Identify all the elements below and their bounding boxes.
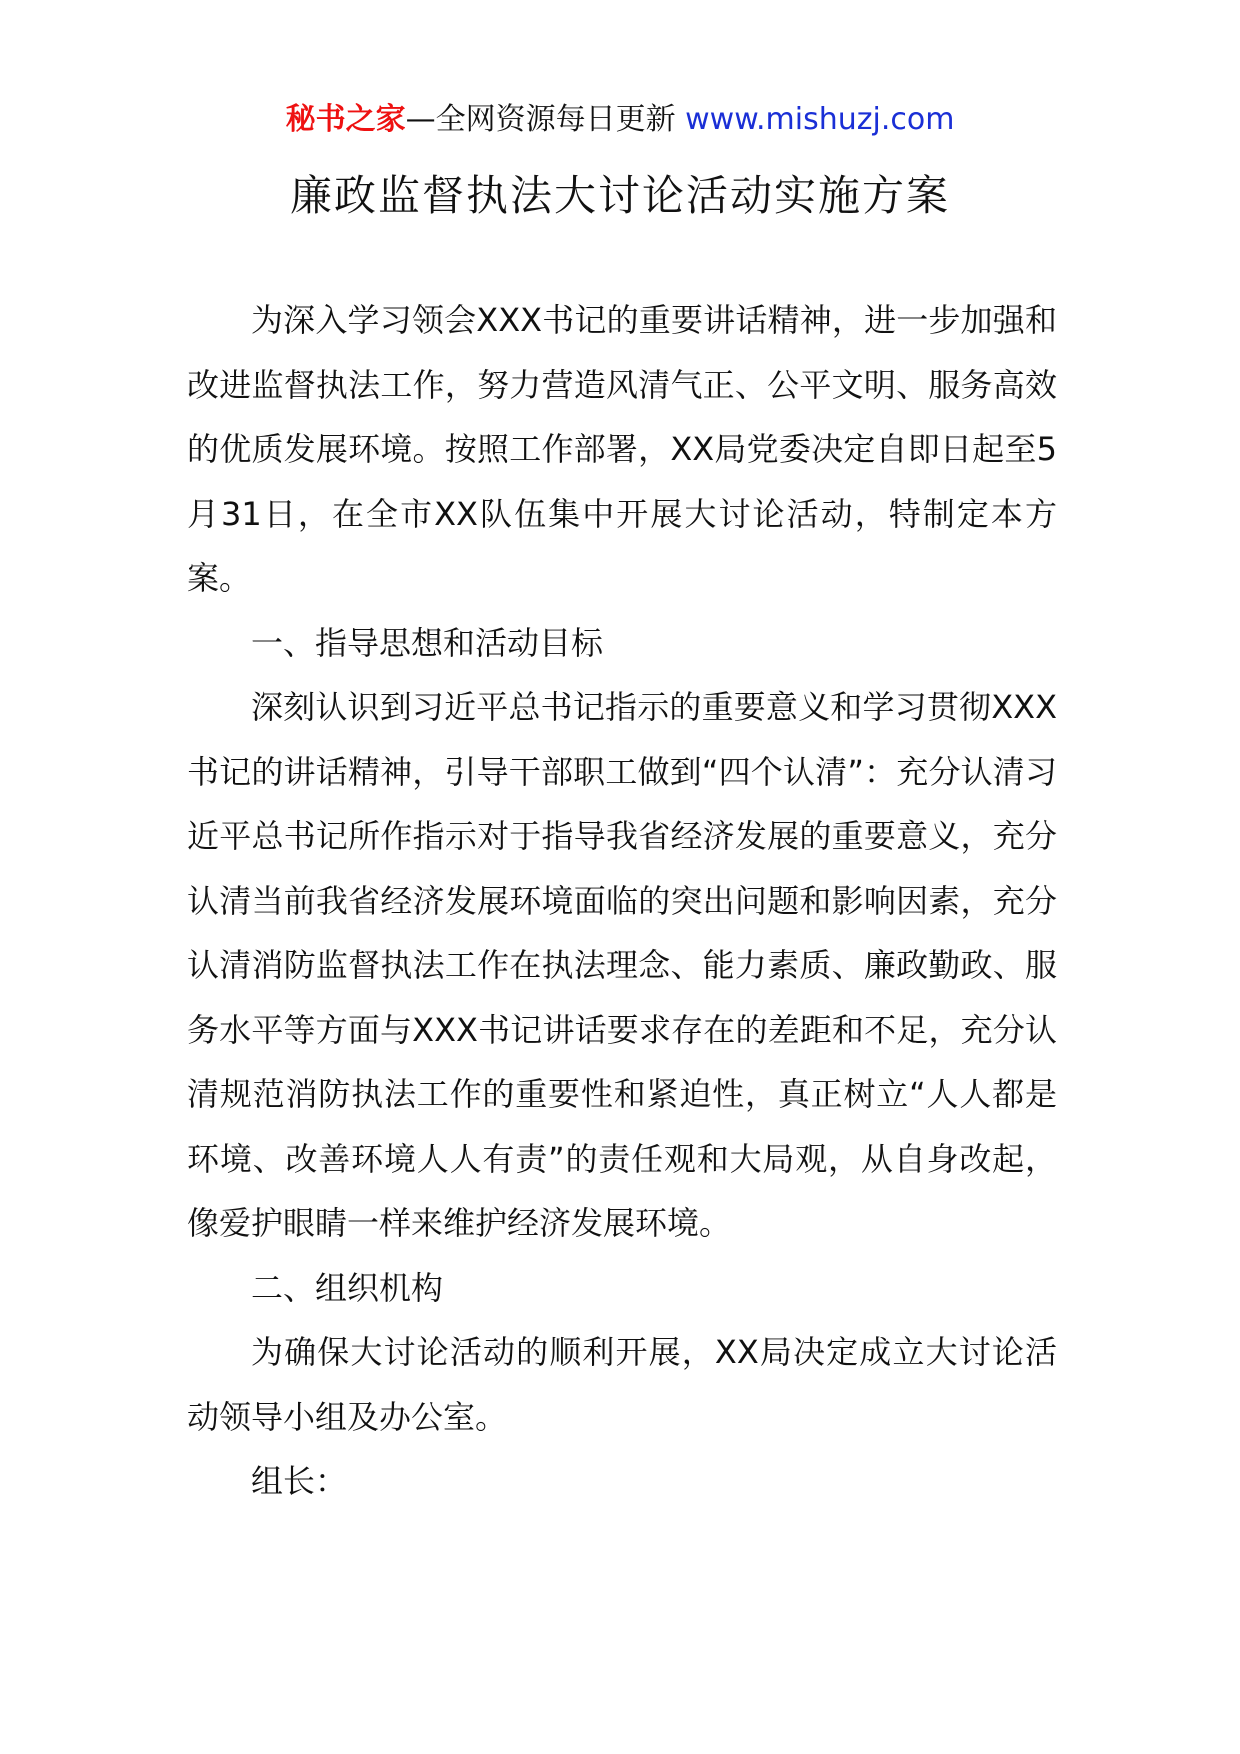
brand-name: 秘书之家 [285, 102, 406, 137]
section-heading-1: 一、指导思想和活动目标 [251, 623, 604, 662]
brand-tagline: —全网资源每日更新 [405, 102, 676, 137]
section-1-paragraph: 深刻认识到习近平总书记指示的重要意义和学习贯彻XXX书记的讲话精神，引导干部职工做到“四个认清”：充分认清习近平总书记所作指示对于指导我省经济发展的重要意义，充分认清当前我省经济发展环境面临的突出问题和影响因素，充分认清消防监督执法工作在执法理念、能力素质、廉政勤政、服务水平等方面与XXX书记讲话要求存在的差距和不足，充分认清规范消防执法工作的重要性和紧迫性，真正树立“人人都是环境、改善环境人人有责”的责任观和大局观，从自身改起，像爱护眼睛一样来维护经济发展环境。 [187, 688, 1057, 1242]
document-body [187, 288, 1057, 1514]
group-leader-label: 组长： [251, 1462, 348, 1500]
section-heading-2: 二、组织机构 [251, 1268, 444, 1307]
site-header [0, 98, 1240, 142]
document-title: 廉政监督执法大讨论活动实施方案 [289, 171, 950, 220]
site-url-link[interactable]: www.mishuzj.com [685, 102, 955, 137]
intro-paragraph: 为深入学习领会XXX书记的重要讲话精神，进一步加强和改进监督执法工作，努力营造风清气正、公平文明、服务高效的优质发展环境。按照工作部署，XX局党委决定自即日起至5月31日，在全市XX队伍集中开展大讨论活动，特制定本方案。 [187, 301, 1057, 597]
section-2-paragraph: 为确保大讨论活动的顺利开展，XX局决定成立大讨论活动领导小组及办公室。 [187, 1333, 1057, 1436]
